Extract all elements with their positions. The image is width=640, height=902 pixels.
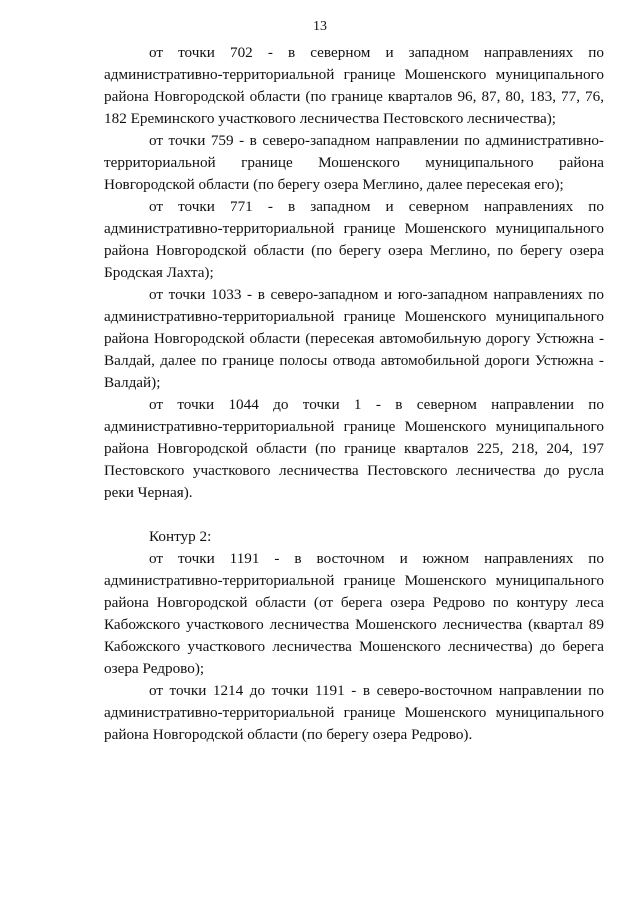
page-number: 13	[313, 19, 327, 34]
paragraph-point-759: от точки 759 - в северо-западном направлении по административно-территориальной границе Мошенского муниципального района Новгородской области (по берегу озера Меглино, далее пересекая его);	[104, 132, 604, 193]
paragraph-point-1214: от точки 1214 до точки 1191 - в северо-восточном направлении по административно-территориальной границе Мошенского муниципального района Новгородской области (по берегу озера Редрово).	[104, 682, 604, 743]
paragraph-point-1191: от точки 1191 - в восточном и южном направлениях по административно-территориальной границе Мошенского муниципального района Новгородской области (от берега озера Редрово по контуру леса Кабожского участкового лесничества Мошенского лесничества (квартал 89 Кабожского участкового лесничества Мошенского лесничества) до берега озера Редрово);	[104, 550, 604, 677]
paragraph-point-1044: от точки 1044 до точки 1 - в северном направлении по административно-территориальной границе Мошенского муниципального района Новгородской области (по границе кварталов 225, 218, 204, 197 Пестовского участкового лесничества Пестовского лесничества до русла реки Черная).	[104, 396, 604, 501]
paragraph-point-1033: от точки 1033 - в северо-западном и юго-западном направлениях по административно-территориальной границе Мошенского муниципального района Новгородской области (пересекая автомобильную дорогу Устюжна - Валдай, далее по границе полосы отвода автомобильной дороги Устюжна - Валдай);	[104, 286, 604, 391]
document-body	[104, 42, 604, 746]
section-spacer	[104, 504, 604, 526]
paragraph-point-771: от точки 771 - в западном и северном направлениях по административно-территориальной границе Мошенского муниципального района Новгородской области (по берегу озера Меглино, по берегу озера Бродская Лахта);	[104, 198, 604, 281]
paragraph-point-702: от точки 702 - в северном и западном направлениях по административно-территориальной границе Мошенского муниципального района Новгородской области (по границе кварталов 96, 87, 80, 183, 77, 76, 182 Ереминского участкового лесничества Пестовского лесничества);	[104, 44, 604, 127]
contour-2-heading: Контур 2:	[149, 528, 212, 545]
